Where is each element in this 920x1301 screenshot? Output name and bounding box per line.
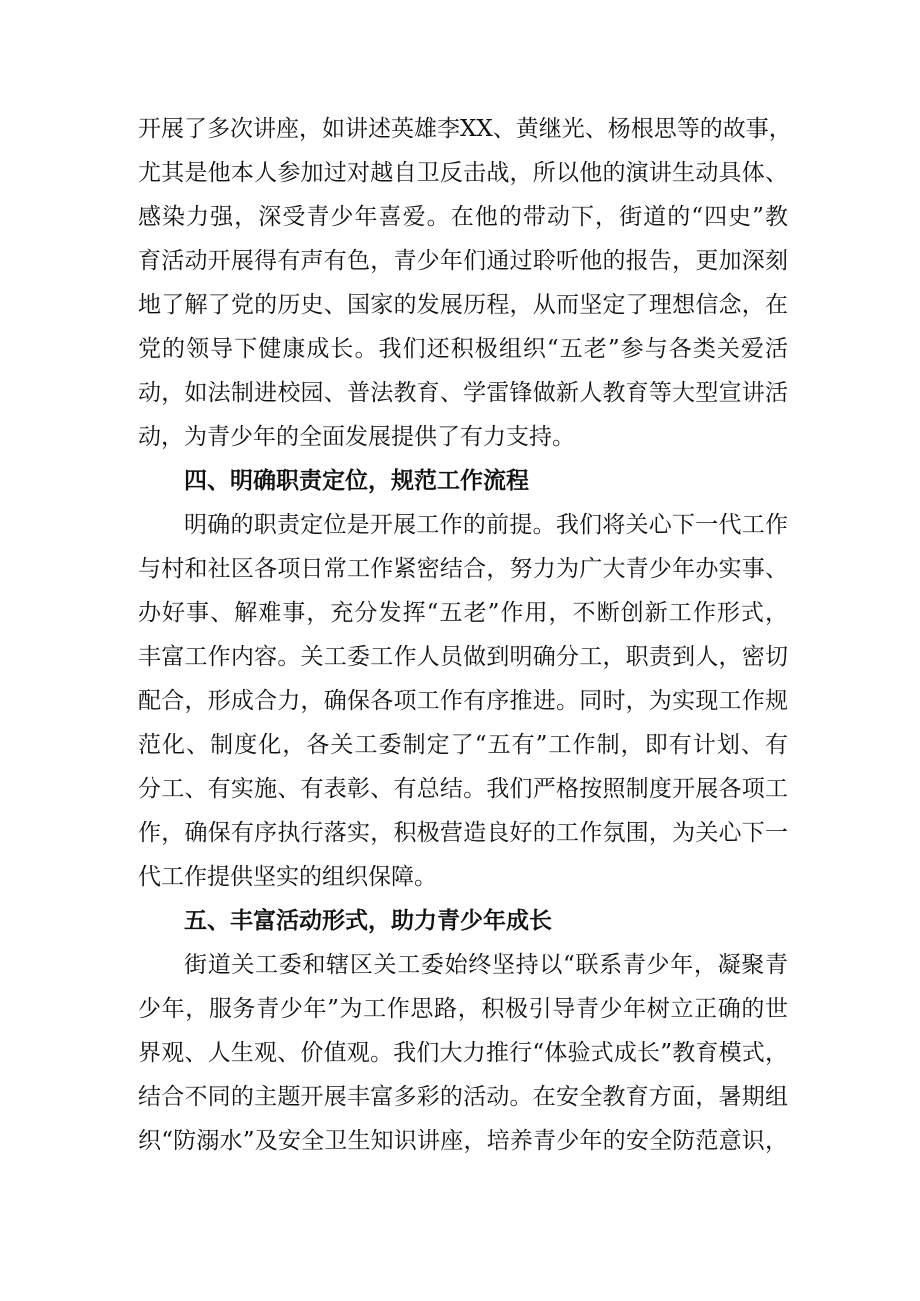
- paragraph-line: 地了解了党的历史、国家的发展历程，从而坚定了理想信念，在: [138, 292, 788, 318]
- paragraph-line: 少年，服务青少年”为工作思路，积极引导青少年树立正确的世: [138, 996, 788, 1022]
- paragraph-line: 育活动开展得有声有色，青少年们通过聆听他的报告，更加深刻: [138, 248, 788, 274]
- section-heading-5: 五、丰富活动形式，助力青少年成长: [184, 908, 552, 934]
- paragraph-line: 动，如法制进校园、普法教育、学雷锋做新人教育等大型宣讲活: [138, 380, 788, 406]
- paragraph-line: 尤其是他本人参加过对越自卫反击战，所以他的演讲生动具体、: [138, 160, 788, 186]
- paragraph-line: 明确的职责定位是开展工作的前提。我们将关心下一代工作: [184, 512, 788, 538]
- paragraph-line: 界观、人生观、价值观。我们大力推行“体验式成长”教育模式，: [138, 1040, 788, 1066]
- document-body: [138, 107, 792, 1163]
- section-heading-4: 四、明确职责定位，规范工作流程: [184, 468, 529, 494]
- paragraph-line: 开展了多次讲座，如讲述英雄李XX、黄继光、杨根思等的故事，: [138, 116, 792, 142]
- paragraph-line: 党的领导下健康成长。我们还积极组织“五老”参与各类关爱活: [138, 336, 788, 362]
- paragraph-line: 丰富工作内容。关工委工作人员做到明确分工，职责到人，密切: [138, 644, 788, 670]
- paragraph-line: 街道关工委和辖区关工委始终坚持以“联系青少年，凝聚青: [184, 952, 788, 978]
- paragraph-line: 范化、制度化，各关工委制定了“五有”工作制，即有计划、有: [138, 732, 788, 758]
- paragraph-line: 动，为青少年的全面发展提供了有力支持。: [138, 424, 575, 450]
- paragraph-line: 办好事、解难事，充分发挥“五老”作用，不断创新工作形式，: [138, 600, 788, 626]
- paragraph-line: 作，确保有序执行落实，积极营造良好的工作氛围，为关心下一: [138, 820, 788, 846]
- paragraph-2: [138, 503, 788, 899]
- paragraph-line: 与村和社区各项日常工作紧密结合，努力为广大青少年办实事、: [138, 556, 788, 582]
- paragraph-line: 织“防溺水”及安全卫生知识讲座，培养青少年的安全防范意识，: [138, 1128, 788, 1154]
- paragraph-line: 配合，形成合力，确保各项工作有序推进。同时，为实现工作规: [138, 688, 788, 714]
- paragraph-3: [138, 943, 788, 1163]
- paragraph-line: 代工作提供坚实的组织保障。: [138, 864, 437, 890]
- paragraph-1: [138, 107, 792, 459]
- paragraph-line: 分工、有实施、有表彰、有总结。我们严格按照制度开展各项工: [138, 776, 788, 802]
- paragraph-line: 感染力强，深受青少年喜爱。在他的带动下，街道的“四史”教: [138, 204, 788, 230]
- paragraph-line: 结合不同的主题开展丰富多彩的活动。在安全教育方面，暑期组: [138, 1084, 788, 1110]
